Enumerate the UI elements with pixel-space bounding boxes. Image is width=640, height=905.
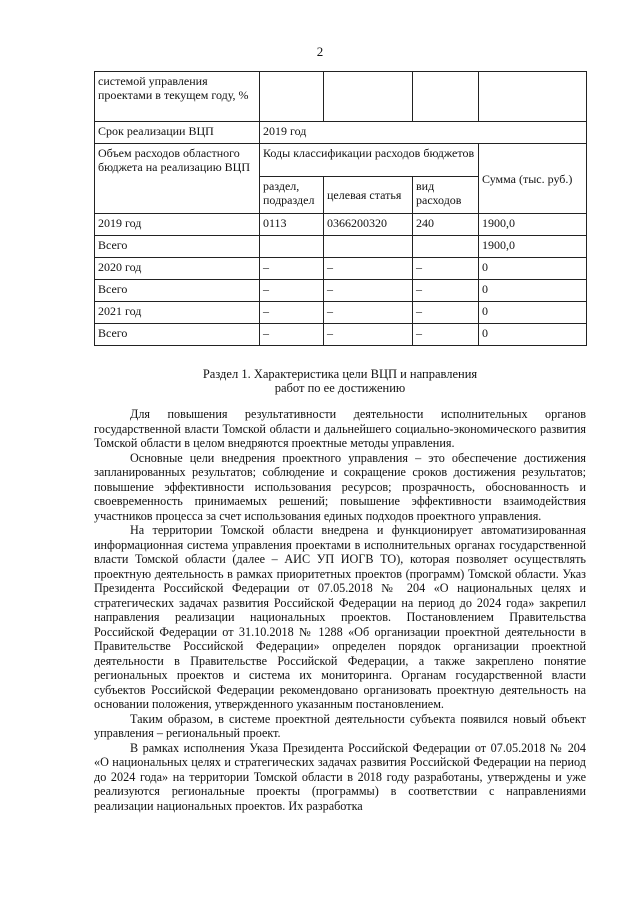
table-cell [260, 72, 324, 122]
table-row [95, 236, 587, 258]
table-cell: – [413, 324, 479, 346]
header-cell: Сумма (тыс. руб.) [479, 144, 587, 214]
table-row [95, 324, 587, 346]
table-cell: 2020 год [95, 258, 260, 280]
table-cell [324, 236, 413, 258]
header-cell: целевая статья [324, 177, 413, 214]
table-row [95, 122, 587, 144]
table-cell: 2019 год [95, 214, 260, 236]
table-cell: Срок реализации ВЦП [95, 122, 260, 144]
paragraph: На территории Томской области внедрена и функционирует автоматизированная информационная система управления проектами в исполнительных органах государственной власти Томской области (далее – АИС УП ИОГВ ТО), которая позволяет осуществлять проектную деятельность в рамках приоритетных проектов (программ) Томской области. Указ Президента Российской Федерации от 07.05.2018 № 204 «О национальных целях и стратегических задачах развития Российской Федерации на период до 2024 года» закрепил направления реализации национальных проектов. Постановлением Правительства Российской Федерации от 31.10.2018 № 1288 «Об организации проектной деятельности в Правительстве Российской Федерации» определен порядок организации проектной деятельности в Правительстве Российской Федерации, а также закреплено понятие региональных проектов и система их мониторинга. Органам государственной власти субъектов Российской Федерации рекомендовано организовать проектную деятельность на основании положения, утвержденного указанным постановлением. [94, 523, 586, 711]
table-cell: – [260, 324, 324, 346]
paragraph: Основные цели внедрения проектного управления – это обеспечение достижения запланированных результатов; соблюдение и сокращение сроков достижения результатов; повышение эффективности использования ресурсов; прозрачность, обоснованность и своевременность принимаемых решений; повышение эффективности взаимодействия участников процесса за счет использования единых подходов проектного управления. [94, 450, 586, 523]
table-cell: – [413, 258, 479, 280]
table-cell [260, 236, 324, 258]
table-cell: 0 [479, 280, 587, 302]
table-cell: 0 [479, 324, 587, 346]
paragraph: Таким образом, в системе проектной деятельности субъекта появился новый объект управления – региональный проект. [94, 711, 586, 740]
table-cell [479, 72, 587, 122]
page-number: 2 [316, 44, 324, 59]
table-cell [324, 72, 413, 122]
table-cell: – [413, 302, 479, 324]
table-cell: 2021 год [95, 302, 260, 324]
table-cell: – [260, 258, 324, 280]
table-row [95, 72, 587, 122]
table-cell: – [324, 280, 413, 302]
table-cell: 0113 [260, 214, 324, 236]
section-title [94, 367, 586, 395]
table-cell: 2019 год [260, 122, 587, 144]
table-cell: 240 [413, 214, 479, 236]
table-cell: 0 [479, 258, 587, 280]
table-cell: 0366200320 [324, 214, 413, 236]
table-cell: – [324, 258, 413, 280]
budget-table [94, 71, 587, 346]
table-cell: Всего [95, 236, 260, 258]
table-cell: – [324, 324, 413, 346]
header-cell: раздел, подраздел [260, 177, 324, 214]
table-cell: Всего [95, 324, 260, 346]
table-cell: 0 [479, 302, 587, 324]
table-row [95, 302, 587, 324]
body-text [94, 407, 586, 813]
table-cell: – [260, 302, 324, 324]
paragraph: В рамках исполнения Указа Президента Российской Федерации от 07.05.2018 № 204 «О национальных целях и стратегических задачах развития Российской Федерации на период до 2024 года» на территории Томской области в 2018 году разработаны, утверждены и уже реализуются региональные проекты (программы) в соответствии с направлениями реализации национальных проектов. Их разработка [94, 740, 586, 813]
section-title-line: Раздел 1. Характеристика цели ВЦП и направления [202, 367, 478, 381]
table-cell: 1900,0 [479, 236, 587, 258]
table-cell: 1900,0 [479, 214, 587, 236]
table-header-row [95, 144, 587, 177]
table-row [95, 258, 587, 280]
section-title-line: работ по ее достижению [274, 381, 406, 395]
table-cell: – [413, 280, 479, 302]
table-cell [413, 72, 479, 122]
table-cell: – [260, 280, 324, 302]
table-cell: системой управления проектами в текущем году, % [95, 72, 260, 122]
table-cell [413, 236, 479, 258]
header-cell: Коды классификации расходов бюджетов [260, 144, 479, 177]
header-cell: вид расходов [413, 177, 479, 214]
table-cell: Всего [95, 280, 260, 302]
paragraph: Для повышения результативности деятельности исполнительных органов государственной власти Томской области и дальнейшего социально-экономического развития Томской области в целом внедряются проектные методы управления. [94, 407, 586, 450]
table-row [95, 214, 587, 236]
table-row [95, 280, 587, 302]
header-cell: Объем расходов областного бюджета на реализацию ВЦП [95, 144, 260, 214]
table-cell: – [324, 302, 413, 324]
